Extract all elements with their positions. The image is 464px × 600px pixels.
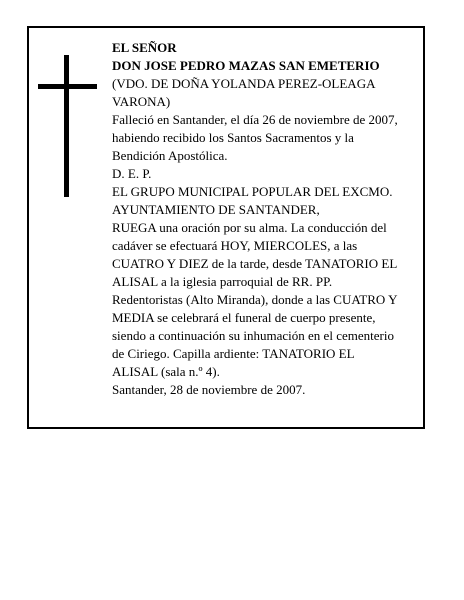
- cross-vertical-bar: [64, 55, 69, 197]
- deceased-title: EL SEÑOR: [112, 40, 177, 55]
- cross-horizontal-bar: [38, 84, 97, 89]
- text-line: RUEGA una oración por su alma. La conducción del: [112, 220, 387, 235]
- obituary-text: [112, 39, 424, 399]
- text-line: CUATRO Y DIEZ de la tarde, desde TANATORIO EL: [112, 256, 398, 271]
- text-line: siendo a continuación su inhumación en el cementerio: [112, 328, 394, 343]
- text-line: AYUNTAMIENTO DE SANTANDER,: [112, 202, 320, 217]
- text-line: ALISAL a la iglesia parroquial de RR. PP.: [112, 274, 333, 289]
- text-line: MEDIA se celebrará el funeral de cuerpo presente,: [112, 310, 376, 325]
- deceased-name: DON JOSE PEDRO MAZAS SAN EMETERIO: [112, 58, 380, 73]
- text-line: (VDO. DE DOÑA YOLANDA PEREZ-OLEAGA: [112, 76, 376, 91]
- text-line: D. E. P.: [112, 166, 152, 181]
- text-line: cadáver se efectuará HOY, MIERCOLES, a las: [112, 238, 358, 253]
- text-line: de Ciriego. Capilla ardiente: TANATORIO EL: [112, 346, 355, 361]
- text-line: Redentoristas (Alto Miranda), donde a las CUATRO Y: [112, 292, 398, 307]
- text-line: habiendo recibido los Santos Sacramentos y la: [112, 130, 354, 145]
- text-line: VARONA): [112, 94, 171, 109]
- text-line: Bendición Apostólica.: [112, 148, 228, 163]
- text-line: EL GRUPO MUNICIPAL POPULAR DEL EXCMO.: [112, 184, 393, 199]
- text-line: Falleció en Santander, el día 26 de noviembre de 2007,: [112, 112, 398, 127]
- text-line: ALISAL (sala n.º 4).: [112, 364, 220, 379]
- notice-date: Santander, 28 de noviembre de 2007.: [112, 382, 306, 397]
